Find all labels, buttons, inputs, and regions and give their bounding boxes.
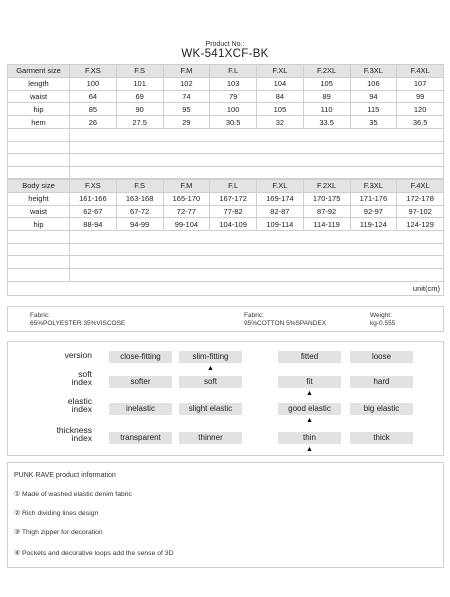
blank-cell <box>70 154 444 167</box>
size-header: F.3XL <box>350 180 397 193</box>
product-code: WK-541XCF-BK <box>181 48 269 60</box>
size-header: F.L <box>210 65 257 78</box>
table-cell: 90 <box>116 103 163 116</box>
table-cell: 26 <box>70 116 117 129</box>
table-cell: 119-124 <box>350 218 397 231</box>
table-row <box>8 103 444 116</box>
size-header: F.S <box>116 65 163 78</box>
feature-option: hard <box>350 376 413 388</box>
fabric-left-label: Fabric: <box>30 312 50 319</box>
table-cell: 172-178 <box>397 192 444 205</box>
feature-index-panel <box>7 341 444 456</box>
feature-label-line: version <box>64 350 92 360</box>
blank-cell <box>8 128 70 141</box>
table-cell: 115 <box>350 103 397 116</box>
blank-row <box>8 268 444 281</box>
table-cell: 87-92 <box>303 205 350 218</box>
feature-option: thinner <box>179 432 242 444</box>
feature-label <box>57 426 92 442</box>
row-label: waist <box>8 90 70 103</box>
table-title: Garment size <box>8 65 70 78</box>
weight-value: kg-0.555 <box>370 320 396 327</box>
blank-cell <box>70 141 444 154</box>
table-cell: 97-102 <box>397 205 444 218</box>
table-cell: 105 <box>257 103 304 116</box>
blank-cell <box>70 256 444 269</box>
info-title: PUNK RAVE product information <box>14 472 116 479</box>
feature-option: softer <box>109 376 172 388</box>
table-cell: 84 <box>257 90 304 103</box>
feature-option: good elastic <box>278 403 341 415</box>
feature-option: soft <box>179 376 242 388</box>
feature-label-line: thickness <box>56 425 92 435</box>
table-header-row <box>8 65 444 78</box>
selected-marker-icon: ▲ <box>306 446 313 453</box>
table-cell: 36.5 <box>397 116 444 129</box>
table-cell: 99 <box>397 90 444 103</box>
table-cell: 102 <box>163 77 210 90</box>
table-cell: 30.5 <box>210 116 257 129</box>
row-label: hem <box>8 116 70 129</box>
table-row <box>8 77 444 90</box>
blank-row <box>8 256 444 269</box>
feature-option: close-fitting <box>109 351 172 363</box>
selected-marker-icon: ▲ <box>306 390 313 397</box>
table-cell: 169-174 <box>257 192 304 205</box>
feature-option: big elastic <box>350 403 413 415</box>
weight <box>370 312 395 328</box>
table-title: Body size <box>8 180 70 193</box>
feature-option: thick <box>350 432 413 444</box>
blank-cell <box>8 166 70 179</box>
feature-option: slight elastic <box>179 403 242 415</box>
feature-option: inelastic <box>109 403 172 415</box>
table-cell: 171-176 <box>350 192 397 205</box>
table-cell: 167-172 <box>210 192 257 205</box>
table-cell: 100 <box>70 77 117 90</box>
table-cell: 85 <box>70 103 117 116</box>
size-header: F.2XL <box>303 180 350 193</box>
feature-option: fitted <box>278 351 341 363</box>
unit-label: unit(cm) <box>7 282 444 296</box>
fabric-panel <box>7 306 444 332</box>
table-row <box>8 192 444 205</box>
table-cell: 32 <box>257 116 304 129</box>
table-cell: 104 <box>257 77 304 90</box>
table-cell: 69 <box>116 90 163 103</box>
blank-row <box>8 154 444 167</box>
table-cell: 74 <box>163 90 210 103</box>
table-cell: 124-129 <box>397 218 444 231</box>
size-header: F.M <box>163 65 210 78</box>
table-cell: 94 <box>350 90 397 103</box>
table-cell: 92-97 <box>350 205 397 218</box>
selected-marker-icon: ▲ <box>207 365 214 372</box>
feature-label-line: index <box>71 433 92 443</box>
size-header: F.2XL <box>303 65 350 78</box>
info-item: ③ Thigh zipper for decoration <box>14 529 103 536</box>
blank-cell <box>8 243 70 256</box>
body-size-table <box>7 179 444 282</box>
table-cell: 88-94 <box>70 218 117 231</box>
fabric-left-value: 65%POLYESTER 35%VISCOSE <box>30 320 126 327</box>
blank-row <box>8 141 444 154</box>
fabric-left <box>30 312 125 328</box>
size-header: F.XS <box>70 180 117 193</box>
table-row <box>8 116 444 129</box>
size-header: F.3XL <box>350 65 397 78</box>
table-cell: 82-87 <box>257 205 304 218</box>
table-cell: 120 <box>397 103 444 116</box>
row-label: height <box>8 192 70 205</box>
table-row <box>8 205 444 218</box>
feature-label <box>65 351 92 359</box>
fabric-mid-label: Fabric: <box>244 312 264 319</box>
blank-row <box>8 243 444 256</box>
fabric-mid-value: 95%COTTON 5%SPANDEX <box>244 320 327 327</box>
table-cell: 94-99 <box>116 218 163 231</box>
table-cell: 29 <box>163 116 210 129</box>
info-item: ① Made of washed elastic denim fabric <box>14 491 132 498</box>
product-info-panel <box>7 462 444 568</box>
table-cell: 95 <box>163 103 210 116</box>
weight-label: Weight: <box>370 312 392 319</box>
product-no-label: Product No.: <box>205 41 245 48</box>
feature-option: loose <box>350 351 413 363</box>
table-cell: 27.5 <box>116 116 163 129</box>
feature-label <box>72 370 92 386</box>
table-cell: 110 <box>303 103 350 116</box>
table-cell: 33.5 <box>303 116 350 129</box>
table-cell: 35 <box>350 116 397 129</box>
table-row <box>8 90 444 103</box>
table-cell: 77-82 <box>210 205 257 218</box>
size-header: F.M <box>163 180 210 193</box>
table-cell: 79 <box>210 90 257 103</box>
feature-label-line: elastic <box>67 396 92 406</box>
feature-option: slim-fitting <box>179 351 242 363</box>
selected-marker-icon: ▲ <box>306 417 313 424</box>
feature-label-line: soft <box>78 369 92 379</box>
table-cell: 99-104 <box>163 218 210 231</box>
size-header: F.XL <box>257 65 304 78</box>
blank-cell <box>8 141 70 154</box>
table-cell: 106 <box>350 77 397 90</box>
feature-option: transparent <box>109 432 172 444</box>
table-cell: 101 <box>116 77 163 90</box>
blank-cell <box>8 268 70 281</box>
size-header: F.4XL <box>397 180 444 193</box>
blank-cell <box>70 268 444 281</box>
blank-cell <box>70 166 444 179</box>
table-cell: 165-170 <box>163 192 210 205</box>
table-cell: 107 <box>397 77 444 90</box>
table-cell: 64 <box>70 90 117 103</box>
info-item: ② Rich dividing lines design <box>14 510 99 517</box>
table-cell: 161-166 <box>70 192 117 205</box>
size-header: F.4XL <box>397 65 444 78</box>
blank-cell <box>8 154 70 167</box>
table-header-row <box>8 180 444 193</box>
blank-cell <box>8 231 70 244</box>
info-item: ④ Pockets and decorative loops add the sense of 3D <box>14 550 174 557</box>
table-cell: 103 <box>210 77 257 90</box>
row-label: hip <box>8 103 70 116</box>
table-cell: 89 <box>303 90 350 103</box>
row-label: waist <box>8 205 70 218</box>
blank-cell <box>8 256 70 269</box>
table-cell: 104-109 <box>210 218 257 231</box>
feature-option: fit <box>278 376 341 388</box>
blank-row <box>8 128 444 141</box>
size-header: F.S <box>116 180 163 193</box>
table-cell: 62-67 <box>70 205 117 218</box>
table-cell: 114-119 <box>303 218 350 231</box>
table-cell: 105 <box>303 77 350 90</box>
feature-label-line: index <box>71 377 92 387</box>
table-cell: 109-114 <box>257 218 304 231</box>
size-header: F.XS <box>70 65 117 78</box>
table-cell: 170-175 <box>303 192 350 205</box>
garment-size-table <box>7 64 444 179</box>
row-label: hip <box>8 218 70 231</box>
table-cell: 72-77 <box>163 205 210 218</box>
row-label: length <box>8 77 70 90</box>
size-header: F.XL <box>257 180 304 193</box>
feature-label-line: index <box>71 404 92 414</box>
blank-cell <box>70 128 444 141</box>
feature-label <box>68 397 92 413</box>
table-cell: 67-72 <box>116 205 163 218</box>
blank-row <box>8 231 444 244</box>
feature-option: thin <box>278 432 341 444</box>
table-cell: 163-168 <box>116 192 163 205</box>
blank-row <box>8 166 444 179</box>
blank-cell <box>70 231 444 244</box>
fabric-mid <box>244 312 326 328</box>
table-cell: 100 <box>210 103 257 116</box>
blank-cell <box>70 243 444 256</box>
table-row <box>8 218 444 231</box>
size-header: F.L <box>210 180 257 193</box>
